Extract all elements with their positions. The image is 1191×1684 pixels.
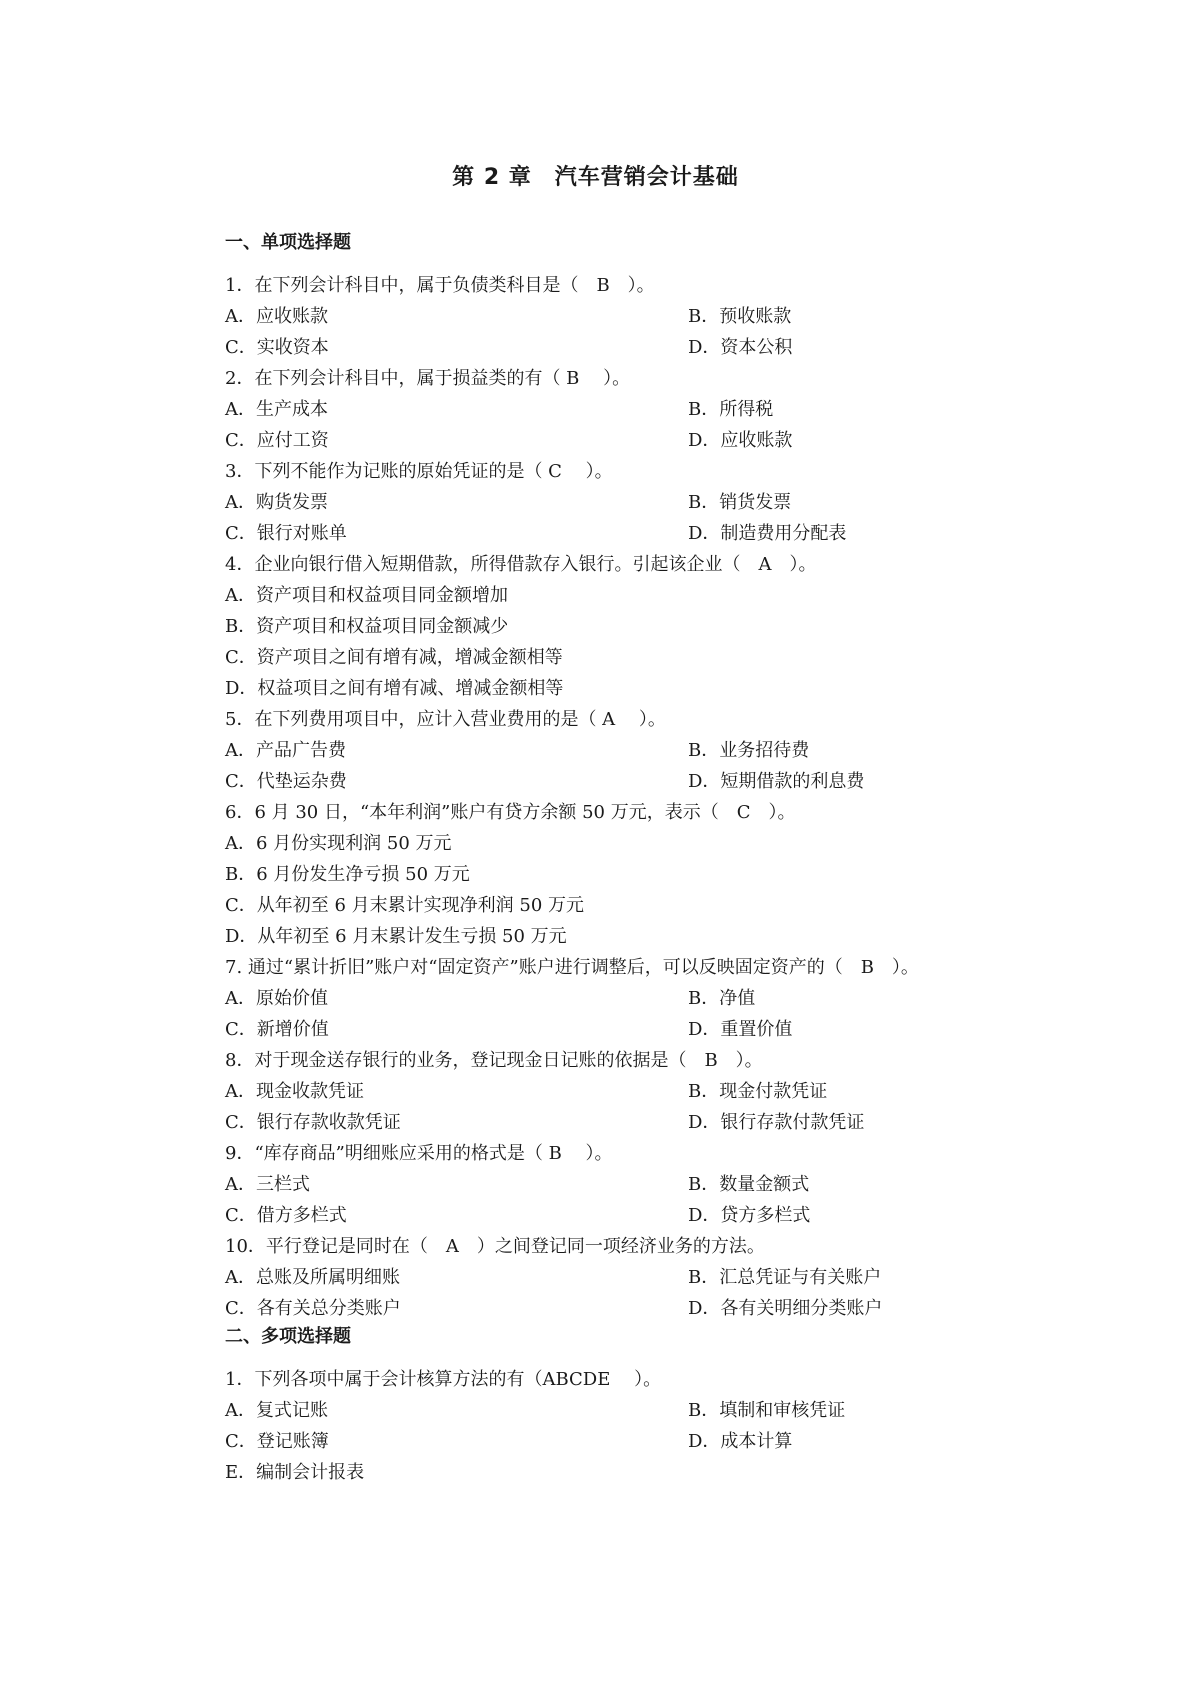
option-left: A．生产成本 [225,399,328,420]
question-line: 8．对于现金送存银行的业务，登记现金日记账的依据是（ B ）。 [225,1050,763,1071]
option-right: B．预收账款 [688,306,792,327]
option-row [225,983,1045,1014]
option-right: D．资本公积 [688,337,793,358]
option-row [225,766,1045,797]
question-line: 1．在下列会计科目中，属于负债类科目是（ B ）。 [225,275,655,296]
option-right: D．制造费用分配表 [688,523,847,544]
option-right: D．应收账款 [688,430,793,451]
option-row [225,394,1045,425]
option-right: D．重置价值 [688,1019,793,1040]
option-row [225,735,1045,766]
option-right: B．数量金额式 [688,1174,810,1195]
question-line: A．资产项目和权益项目同金额增加 [225,585,508,606]
option-row [225,301,1045,332]
question-line: C．从年初至 6 月末累计实现净利润 50 万元 [225,895,585,916]
question-line: E．编制会计报表 [225,1462,365,1483]
option-left: A．产品广告费 [225,740,346,761]
option-row [225,1014,1045,1045]
option-left: C．新增价值 [225,1019,329,1040]
option-row [225,518,1045,549]
option-right: D．各有关明细分类账户 [688,1298,883,1319]
question-line: C．资产项目之间有增有减，增减金额相等 [225,647,563,668]
option-row [225,425,1045,456]
option-row [225,332,1045,363]
option-right: B．填制和审核凭证 [688,1400,846,1421]
chapter-title: 第 2 章 汽车营销会计基础 [452,165,739,190]
option-left: C．银行对账单 [225,523,347,544]
question-line: B．资产项目和权益项目同金额减少 [225,616,509,637]
option-right: D．成本计算 [688,1431,793,1452]
section-heading-single-choice: 一、单项选择题 [225,232,351,253]
option-left: C．代垫运杂费 [225,771,347,792]
single-choice-questions [225,270,1045,1324]
option-row [225,1293,1045,1324]
option-right: B．汇总凭证与有关账户 [688,1267,882,1288]
question-line: 5．在下列费用项目中，应计入营业费用的是（ A ）。 [225,709,666,730]
option-left: A．购货发票 [225,492,328,513]
option-row [225,1076,1045,1107]
option-row [225,1107,1045,1138]
question-line: D．从年初至 6 月末累计发生亏损 50 万元 [225,926,567,947]
option-left: C．各有关总分类账户 [225,1298,401,1319]
question-line: 10．平行登记是同时在（ A ）之间登记同一项经济业务的方法。 [225,1236,765,1257]
section-heading-multiple-choice: 二、多项选择题 [225,1326,351,1347]
option-right: B．现金付款凭证 [688,1081,828,1102]
option-row [225,487,1045,518]
option-left: C．借方多栏式 [225,1205,347,1226]
option-right: D．贷方多栏式 [688,1205,811,1226]
question-line: B．6 月份发生净亏损 50 万元 [225,864,470,885]
option-left: A．总账及所属明细账 [225,1267,400,1288]
question-line: D．权益项目之间有增有减、增减金额相等 [225,678,564,699]
option-row [225,1426,1045,1457]
option-left: A．原始价值 [225,988,328,1009]
option-left: C．银行存款收款凭证 [225,1112,401,1133]
option-right: B．销货发票 [688,492,792,513]
option-row [225,1395,1045,1426]
question-line: A．6 月份实现利润 50 万元 [225,833,452,854]
multiple-choice-questions [225,1364,1045,1488]
option-left: A．现金收款凭证 [225,1081,364,1102]
question-line: 6．6 月 30 日，“本年利润”账户有贷方余额 50 万元，表示（ C ）。 [225,802,796,823]
option-left: C．登记账簿 [225,1431,329,1452]
question-line: 3．下列不能作为记账的原始凭证的是（ C ）。 [225,461,613,482]
question-line: 9．“库存商品”明细账应采用的格式是（ B ）。 [225,1143,613,1164]
question-line: 4．企业向银行借入短期借款，所得借款存入银行。引起该企业（ A ）。 [225,554,817,575]
option-left: C．实收资本 [225,337,329,358]
option-right: D．短期借款的利息费 [688,771,865,792]
option-row [225,1169,1045,1200]
question-line: 7. 通过“累计折旧”账户对“固定资产”账户进行调整后，可以反映固定资产的（ B ）。 [225,957,919,978]
question-line: 2．在下列会计科目中，属于损益类的有（ B ）。 [225,368,631,389]
question-line: 1．下列各项中属于会计核算方法的有（ABCDE ）。 [225,1369,662,1390]
option-left: C．应付工资 [225,430,329,451]
option-right: B．业务招待费 [688,740,810,761]
option-right: B．所得税 [688,399,774,420]
option-row [225,1262,1045,1293]
option-right: B．净值 [688,988,756,1009]
option-right: D．银行存款付款凭证 [688,1112,865,1133]
option-left: A．应收账款 [225,306,328,327]
option-left: A．复式记账 [225,1400,328,1421]
option-left: A．三栏式 [225,1174,310,1195]
option-row [225,1200,1045,1231]
